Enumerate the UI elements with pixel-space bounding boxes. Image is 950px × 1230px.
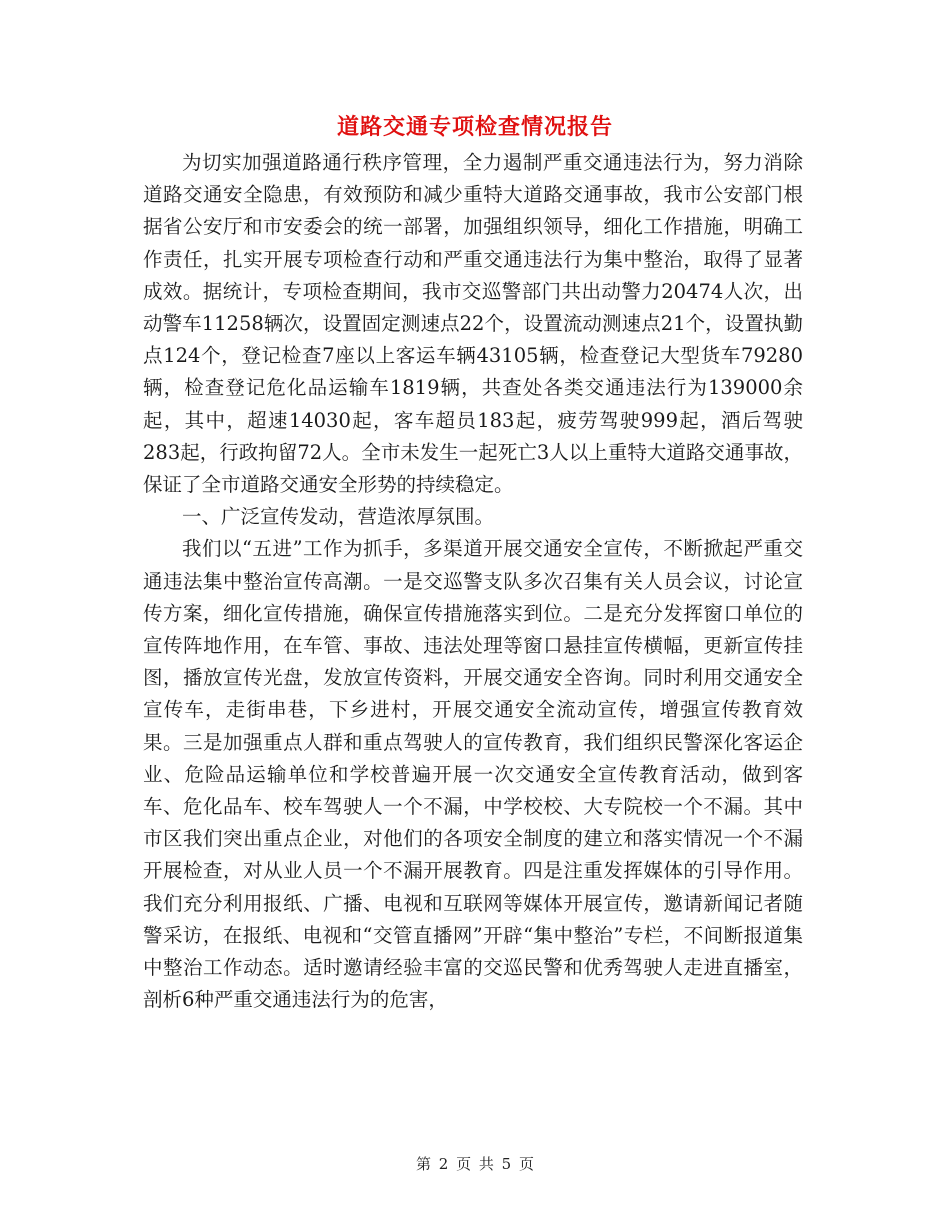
- section-1-paragraph: 我们以“五进”工作为抓手，多渠道开展交通安全宣传，不断掀起严重交通违法集中整治宣传高潮。一是交巡警支队多次召集有关人员会议，讨论宣传方案，细化宣传措施，确保宣传措施落实到位。二是充分发挥窗口单位的宣传阵地作用，在车管、事故、违法处理等窗口悬挂宣传横幅，更新宣传挂图，播放宣传光盘，发放宣传资料，开展交通安全咨询。同时利用交通安全宣传车，走街串巷，下乡进村，开展交通安全流动宣传，增强宣传教育效果。三是加强重点人群和重点驾驶人的宣传教育，我们组织民警深化客运企业、危险品运输单位和学校普遍开展一次交通安全宣传教育活动，做到客车、危化品车、校车驾驶人一个不漏，中学校校、大专院校一个不漏。其中市区我们突出重点企业，对他们的各项安全制度的建立和落实情况一个不漏开展检查，对从业人员一个不漏开展教育。四是注重发挥媒体的引导作用。我们充分利用报纸、广播、电视和互联网等媒体开展宣传，邀请新闻记者随警采访，在报纸、电视和“交管直播网”开辟“集中整治”专栏，不间断报道集中整治工作动态。适时邀请经验丰富的交巡民警和优秀驾驶人走进直播室，剖析6种严重交通违法行为的危害，: [143, 537, 803, 1012]
- document-body: [143, 147, 803, 1016]
- intro-paragraph: 为切实加强道路通行秩序管理，全力遏制严重交通违法行为，努力消除道路交通安全隐患，有效预防和减少重特大道路交通事故，我市公安部门根据省公安厅和市安委会的统一部署，加强组织领导，细化工作措施，明确工作责任，扎实开展专项检查行动和严重交通违法行为集中整治，取得了显著成效。据统计，专项检查期间，我市交巡警部门共出动警力20474人次，出动警车11258辆次，设置固定测速点22个，设置流动测速点21个，设置执勤点124个，登记检查7座以上客运车辆43105辆，检查登记大型货车79280辆，检查登记危化品运输车1819辆，共查处各类交通违法行为139000余起，其中，超速14030起，客车超员183起，疲劳驾驶999起，酒后驾驶283起，行政拘留72人。全市未发生一起死亡3人以上重特大道路交通事故，保证了全市道路交通安全形势的持续稳定。: [143, 151, 803, 497]
- document-title: 道路交通专项检查情况报告: [336, 115, 613, 140]
- page-number: 第 2 页 共 5 页: [416, 1155, 534, 1173]
- section-heading-1: 一、广泛宣传发动，营造浓厚氛围。: [182, 505, 495, 529]
